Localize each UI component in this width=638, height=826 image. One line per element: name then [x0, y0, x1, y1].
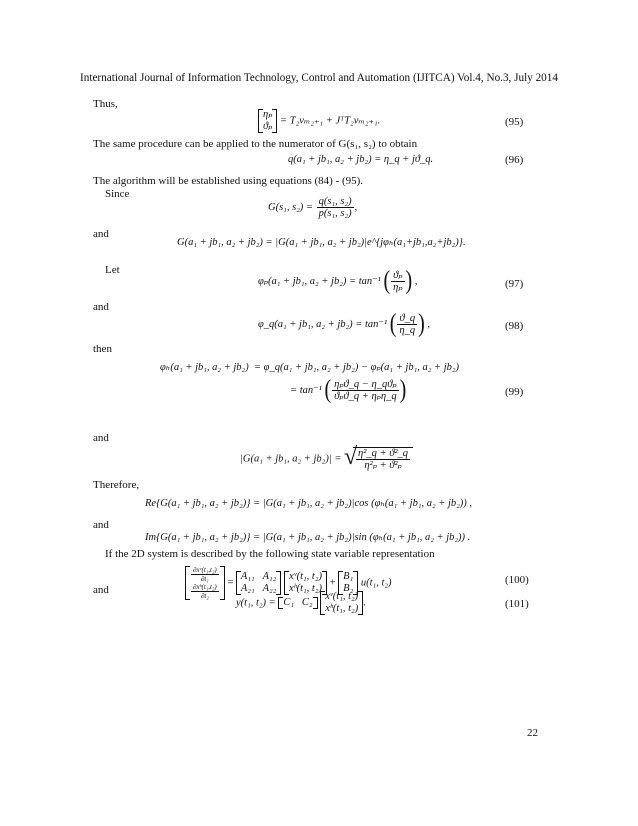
- equation-number-96: (96): [505, 154, 524, 166]
- fraction-q-over-p: $\frac{\text{q(s₁, s₂)}}{\text{p(s₁, s₂)}}$: [318, 196, 352, 219]
- text-let: Let: [105, 264, 120, 276]
- text-therefore: Therefore,: [93, 479, 140, 491]
- text-procedure: The same procedure can be applied to the numerator of G(s₁, s₂) to obtain: [93, 138, 418, 150]
- output-state-vector: xᵛ(t₁, t₂) xʰ(t₁, t₂): [320, 591, 363, 615]
- journal-header: International Journal of Information Technology, Control and Automation (IJITCA) Vol.4, No.3, July 2014: [80, 72, 558, 84]
- square-root: √ $\frac{\text{η²\_q + ϑ²\_q}}{\text{η²ₚ + ϑ²ₚ}}$: [344, 447, 413, 471]
- equation-imaginary-part: Im{G(a₁ + jb₁, a₂ + jb₂)} = |G(a₁ + jb₁, a₂ + jb₂)|sin (φₕ(a₁ + jb₁, a₂ + jb₂)) .: [145, 532, 471, 543]
- equation-99-line-2: = tan⁻¹ ( $\frac{\text{ηₚϑ\_q − η\_qϑₚ}}{\text{ϑₚϑ\_q + ηₚη\_q}}$ ): [290, 375, 407, 405]
- text-and-4: and: [93, 519, 109, 531]
- text-and-5: and: [93, 584, 109, 596]
- equation-100: $\frac{\text{∂xᵛ(t₁,t₂)}}{\text{∂t₁}}$ $\frac{\text{∂xʰ(t₁,t₂)}}{\text{∂t₂}}$ = A₁₁ A₁₂ A₂₁ A₂₂ xᵛ(t₁, t₂) xʰ(t₁, t₂) + B₁ B₂ u(t₁, t₂): [185, 566, 392, 600]
- text-2d-system: If the 2D system is described by the following state variable representation: [105, 548, 435, 560]
- text-since: Since: [105, 188, 130, 200]
- equation-number-99: (99): [505, 386, 524, 398]
- equation-96: q(a₁ + jb₁, a₂ + jb₂) = η_q + jϑ_q.: [288, 154, 434, 165]
- vector-eta-theta: ηₚ ϑₚ: [258, 109, 277, 133]
- text-algorithm: The algorithm will be established using equations (84) - (95).: [93, 175, 364, 187]
- text-and-1: and: [93, 228, 109, 240]
- equation-95: ηₚ ϑₚ = T₂vₘ₂₊₁ + JᵀT₂vₘ₂₊₁.: [258, 109, 380, 133]
- text-and-2: and: [93, 301, 109, 313]
- equation-number-101: (101): [505, 598, 529, 610]
- matrix-c: C₁ C₂: [278, 597, 317, 609]
- equation-99-line-1: φₕ(a₁ + jb₁, a₂ + jb₂) = φ_q(a₁ + jb₁, a₂ + jb₂) − φₚ(a₁ + jb₁, a₂ + jb₂): [160, 362, 460, 373]
- equation-101: y(t₁, t₂) = C₁ C₂ xᵛ(t₁, t₂) xʰ(t₁, t₂) .: [236, 591, 366, 614]
- equation-real-part: Re{G(a₁ + jb₁, a₂ + jb₂)} = |G(a₁ + jb₁, a₂ + jb₂)|cos (φₕ(a₁ + jb₁, a₂ + jb₂)) ,: [145, 498, 473, 509]
- equation-magnitude: |G(a₁ + jb₁, a₂ + jb₂)| = √ $\frac{\text{η²\_q + ϑ²\_q}}{\text{η²ₚ + ϑ²ₚ}}$: [240, 447, 413, 471]
- equation-number-98: (98): [505, 320, 524, 332]
- equation-number-97: (97): [505, 278, 524, 290]
- equation-polar-form: G(a₁ + jb₁, a₂ + jb₂) = |G(a₁ + jb₁, a₂ + jb₂)|e^{jφₕ(a₁+jb₁,a₂+jb₂)}.: [177, 237, 466, 248]
- matrix-b: B₁ B₂: [338, 571, 358, 595]
- equation-number-100: (100): [505, 574, 529, 586]
- state-vector: xᵛ(t₁, t₂) xʰ(t₁, t₂): [284, 571, 327, 595]
- text-thus: Thus,: [93, 98, 118, 110]
- page-number: 22: [527, 727, 538, 739]
- text-and-3: and: [93, 432, 109, 444]
- equation-number-95: (95): [505, 116, 524, 128]
- derivative-vector: $\frac{\text{∂xᵛ(t₁,t₂)}}{\text{∂t₁}}$ $\frac{\text{∂xʰ(t₁,t₂)}}{\text{∂t₂}}$: [185, 566, 225, 600]
- equation-98: φ_q(a₁ + jb₁, a₂ + jb₂) = tan⁻¹ ( $\frac{ϑ\_q}{\eta\_q}$ ) ,: [258, 309, 431, 339]
- matrix-a: A₁₁ A₁₂ A₂₁ A₂₂: [236, 571, 281, 595]
- text-then: then: [93, 343, 112, 355]
- equation-transfer-ratio: G(s₁, s₂) = $\frac{\text{q(s₁, s₂)}}{\text{p(s₁, s₂)}}$ ,: [268, 196, 358, 219]
- equation-97: φₚ(a₁ + jb₁, a₂ + jb₂) = tan⁻¹ ( $\frac{\text{ϑₚ}}{\text{ηₚ}}$ ) ,: [258, 266, 418, 296]
